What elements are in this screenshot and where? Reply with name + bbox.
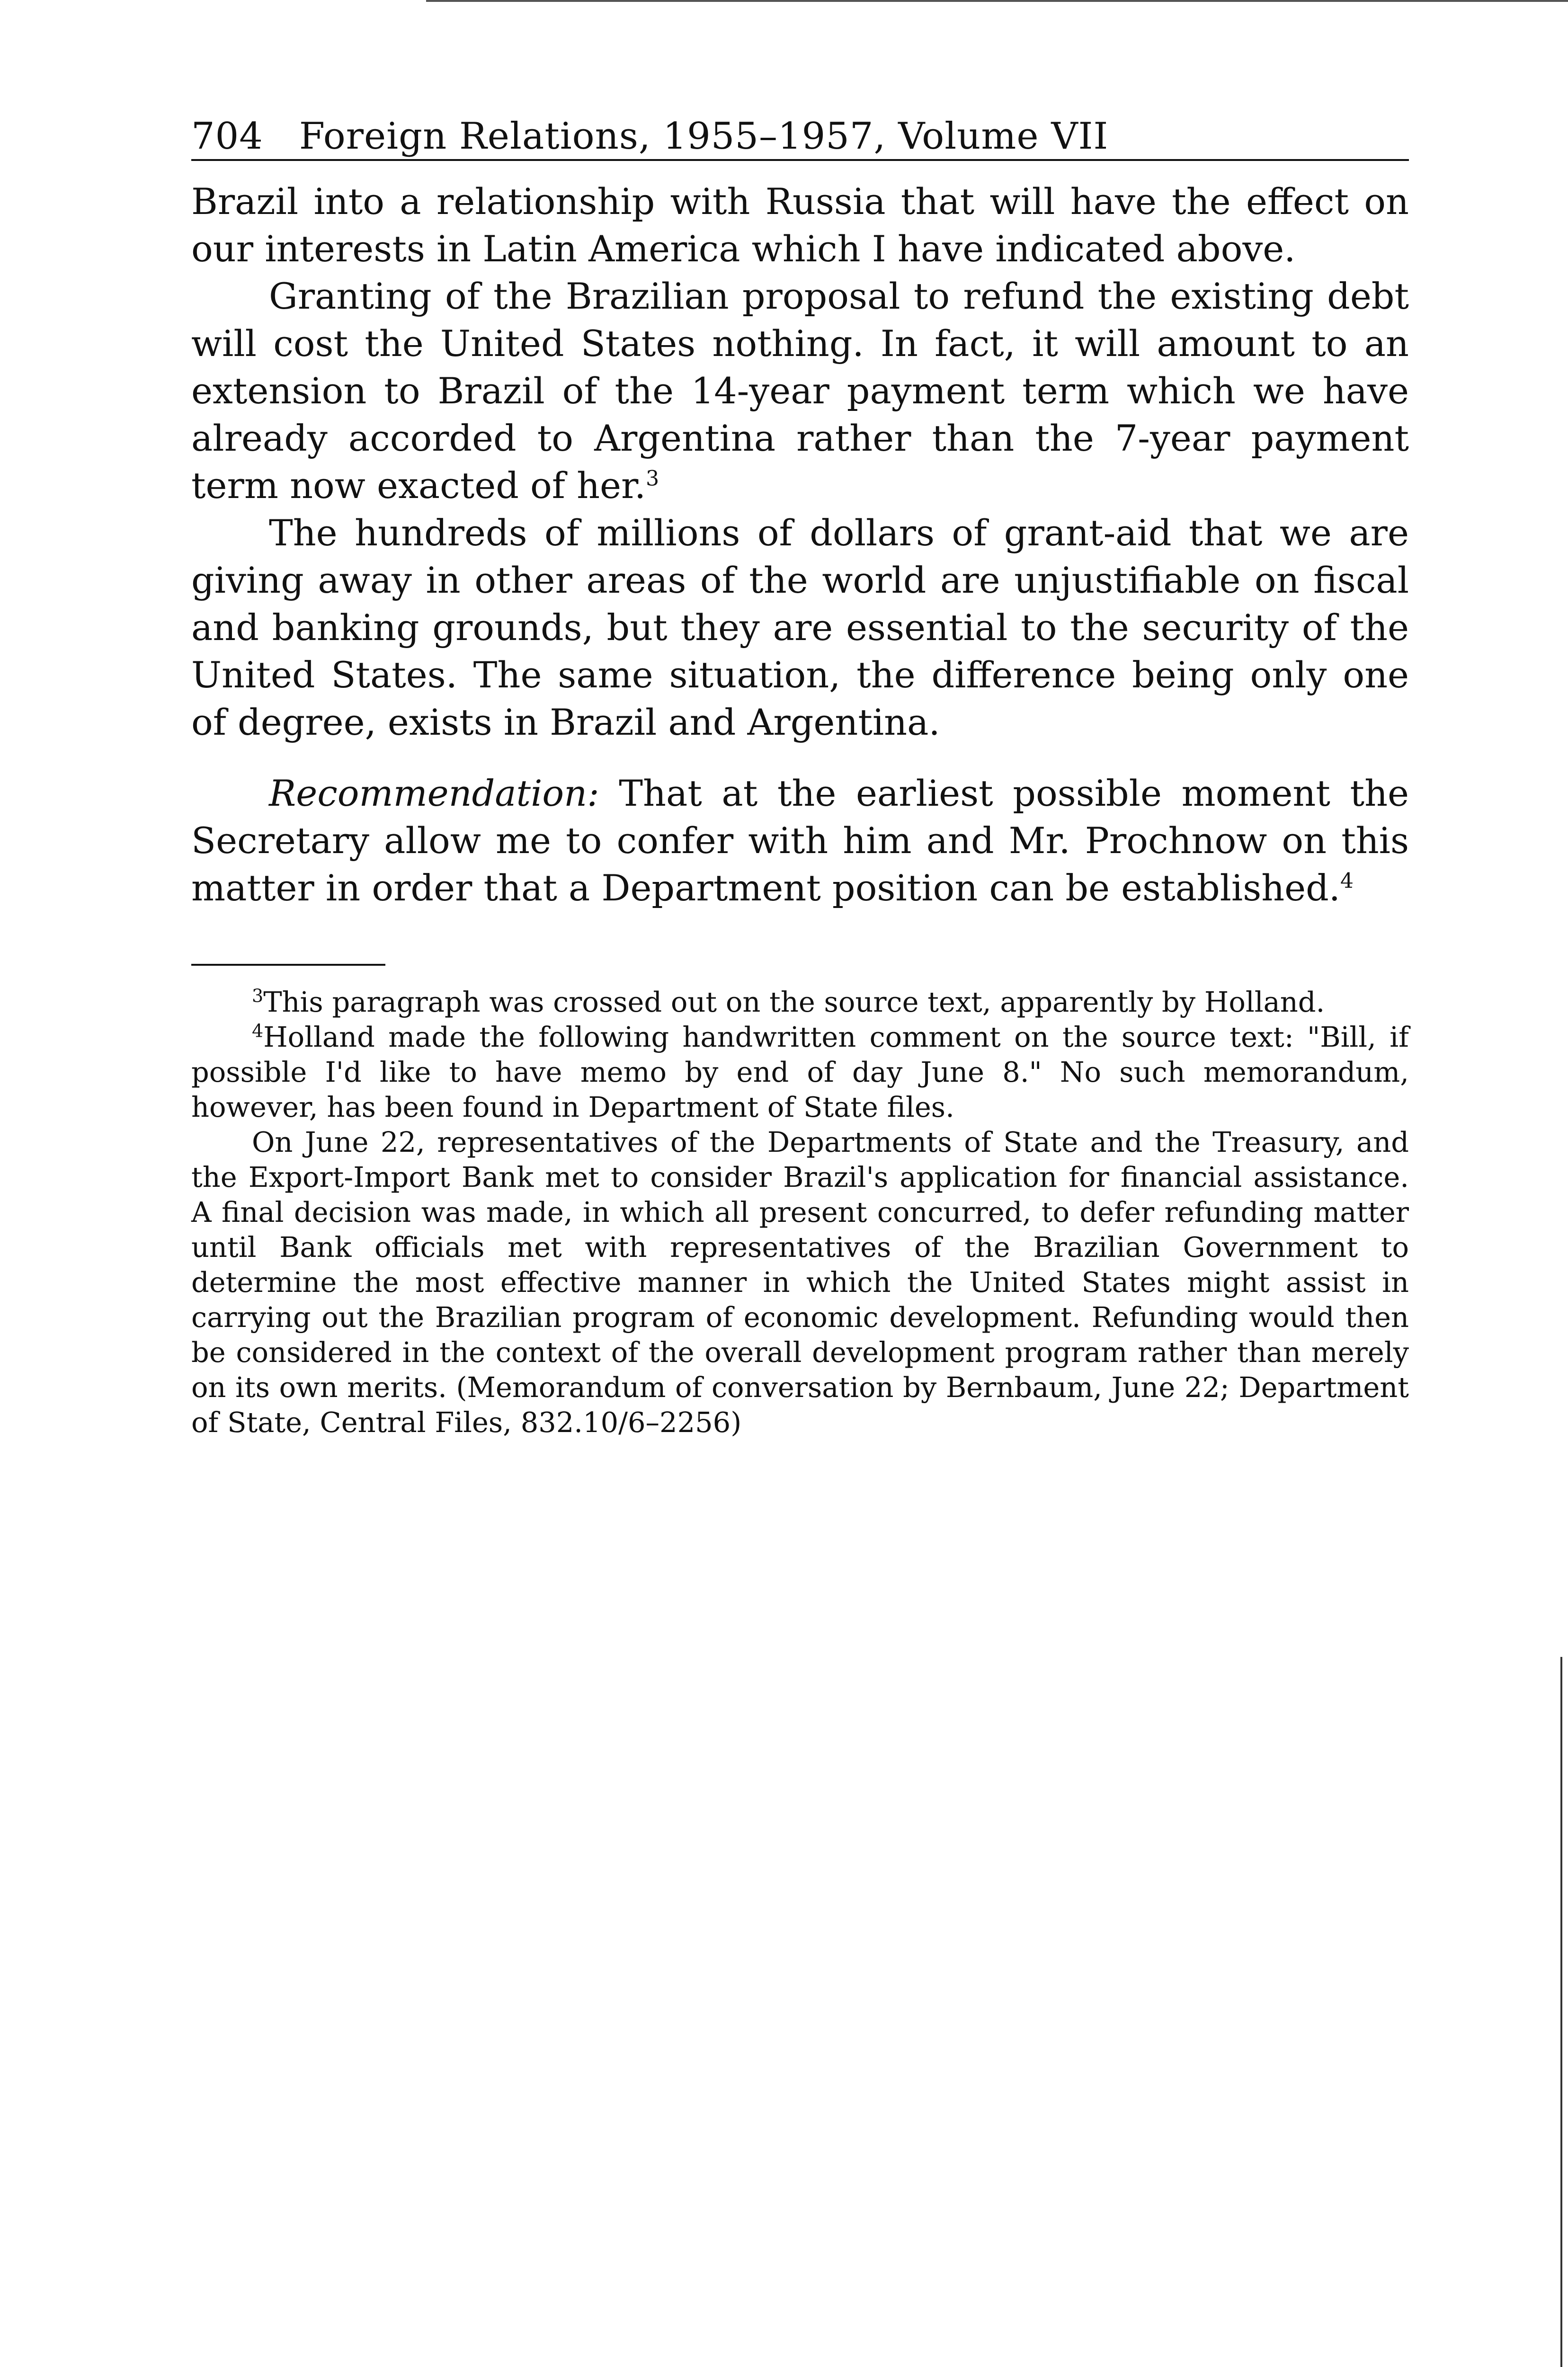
scan-page-edge <box>1560 1657 1562 2367</box>
footnote-4 <box>191 1020 1409 1125</box>
running-header <box>191 114 1409 161</box>
footnote-4-continuation <box>191 1125 1409 1440</box>
footnote-text: Holland made the following handwritten comment on the source text: "Bill, if possible I'd like to have memo by end of day June 8." No such memorandum, however, has been found in Department of State files. <box>191 1021 1409 1123</box>
paragraph-refund-proposal <box>191 273 1409 509</box>
footnotes <box>191 985 1409 1440</box>
footnote-text: On June 22, representatives of the Departments of State and the Treasury, and the Export-Import Bank met to consider Brazil's application for financial assistance. A final decision was made, in which all present concurred, to defer refunding matter until Bank officials met with representatives of the Brazilian Government to determine the most effective manner in which the United States might assist in carrying out the Brazilian program of economic development. Refunding would then be considered in the context of the overall development program rather than merely on its own merits. (Memorandum of conversation by Bernbaum, June 22; Department of State, Central Files, 832.10/6–2256) <box>191 1126 1409 1439</box>
paragraph-text: The hundreds of millions of dollars of grant-aid that we are giving away in other areas of the world are unjustifiable on fiscal and banking grounds, but they are essential to the security of the United States. The same situation, the difference being only one of degree, exists in Brazil and Argentina. <box>191 512 1409 743</box>
footnote-ref-4: 4 <box>1340 869 1354 893</box>
recommendation-label: Recommendation: <box>269 772 599 814</box>
body-text <box>191 178 1409 912</box>
page-number: 704 <box>191 115 263 158</box>
paragraph-text: Granting of the Brazilian proposal to refund the existing debt will cost the United States nothing. In fact, it will amount to an extension to Brazil of the 14-year payment term which we have already accorded to Argentina rather than the 7-year payment term now exacted of her. <box>191 275 1409 507</box>
paragraph-recommendation <box>191 770 1409 912</box>
footnote-3 <box>191 985 1409 1020</box>
paragraph-text: Brazil into a relationship with Russia that will have the effect on our interests in Latin America which I have indicated above. <box>191 180 1409 270</box>
footnote-text: This paragraph was crossed out on the source text, apparently by Holland. <box>263 986 1325 1018</box>
paragraph-grant-aid <box>191 509 1409 746</box>
paragraph-continuation <box>191 178 1409 273</box>
footnote-ref-3: 3 <box>646 466 659 491</box>
scan-top-rule <box>426 0 1568 2</box>
footnote-divider <box>191 964 385 966</box>
footnote-mark: 3 <box>252 985 264 1006</box>
publication-title: Foreign Relations, 1955–1957, Volume VII <box>299 115 1109 158</box>
footnote-mark: 4 <box>252 1020 264 1041</box>
document-page <box>191 114 1409 1440</box>
paragraph-text: That at the earliest possible moment the Secretary allow me to confer with him and Mr. Prochnow on this matter in order that a Department position can be established. <box>191 772 1409 909</box>
